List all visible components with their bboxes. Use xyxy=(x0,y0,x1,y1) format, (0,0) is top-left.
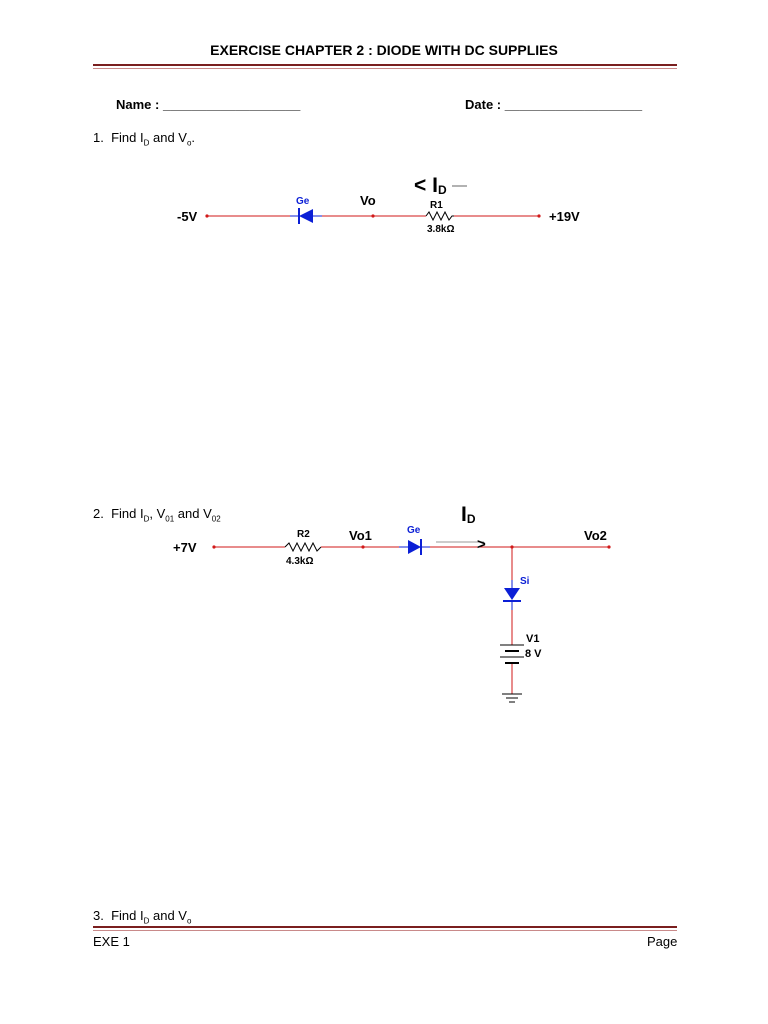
question-2-number: 2. xyxy=(93,506,104,521)
node-label-vo: Vo xyxy=(360,193,376,208)
current-sub: D xyxy=(437,183,447,197)
question-2-text2: , V xyxy=(149,506,166,521)
question-1-sub-o: o xyxy=(186,138,192,148)
question-3-number: 3. xyxy=(93,908,104,923)
footer-page: Page xyxy=(647,934,678,949)
question-1-number: 1. xyxy=(93,130,104,145)
node-label-vo1: Vo1 xyxy=(349,528,372,543)
node-dot xyxy=(510,545,513,548)
question-1-text: Find I xyxy=(111,130,144,145)
node-label-vo2: Vo2 xyxy=(584,528,607,543)
resistor-name: R1 xyxy=(430,200,443,211)
footer-left: EXE 1 xyxy=(93,934,130,949)
current-arrow-head: > xyxy=(477,536,486,553)
source-plus-19v: +19V xyxy=(549,209,580,224)
ground-symbol xyxy=(502,694,522,702)
current-text: < I xyxy=(414,174,438,197)
resistor-r2 xyxy=(285,543,321,551)
diode-triangle xyxy=(299,209,313,223)
circuit-1 xyxy=(177,174,580,235)
current-text: I xyxy=(461,503,467,526)
resistor-r1 xyxy=(426,212,454,220)
circuit-2 xyxy=(173,503,611,702)
date-field-label: Date : ___________________ xyxy=(465,97,643,112)
node-dot xyxy=(361,545,364,548)
question-3-sub-o: o xyxy=(186,916,192,926)
terminal-dot xyxy=(607,545,610,548)
terminal-dot xyxy=(205,214,208,217)
battery-name: V1 xyxy=(526,633,540,645)
terminal-dot xyxy=(537,214,540,217)
terminal-dot xyxy=(212,545,215,548)
battery-value: 8 V xyxy=(525,648,542,660)
question-2-sub-02: 02 xyxy=(211,514,221,524)
question-2-text: Find I xyxy=(111,506,144,521)
node-dot xyxy=(371,214,374,217)
current-label-id xyxy=(461,503,476,526)
resistor-value: 3.8kΩ xyxy=(427,224,455,235)
diode-triangle xyxy=(408,540,421,554)
current-sub: D xyxy=(466,512,476,526)
resistor-name: R2 xyxy=(297,529,310,540)
resistor-value: 4.3kΩ xyxy=(286,556,314,567)
source-minus-5v: -5V xyxy=(177,209,198,224)
question-1-text3: . xyxy=(191,130,196,145)
source-plus-7v: +7V xyxy=(173,540,197,555)
name-field-label: Name : ___________________ xyxy=(116,97,301,112)
question-2-text3: and V xyxy=(174,506,212,521)
question-1-sub-d: D xyxy=(143,138,150,148)
question-3-text2: and V xyxy=(149,908,187,923)
diode-triangle xyxy=(504,588,520,600)
si-diode xyxy=(503,588,521,601)
question-3-sub-d: D xyxy=(143,916,150,926)
question-1-text2: and V xyxy=(149,130,187,145)
question-3-text: Find I xyxy=(111,908,144,923)
question-2-sub-d: D xyxy=(143,514,150,524)
question-2-sub-01: 01 xyxy=(165,514,175,524)
ge-diode-2 xyxy=(408,539,421,555)
ge-diode-1 xyxy=(299,208,313,224)
battery-v1 xyxy=(500,645,524,663)
page-title: EXERCISE CHAPTER 2 : DIODE WITH DC SUPPLIES xyxy=(210,42,558,58)
current-label-id xyxy=(414,174,447,197)
diode-label-ge: Ge xyxy=(296,196,310,207)
diode-label-ge: Ge xyxy=(407,525,421,536)
diode-label-si: Si xyxy=(520,576,530,587)
